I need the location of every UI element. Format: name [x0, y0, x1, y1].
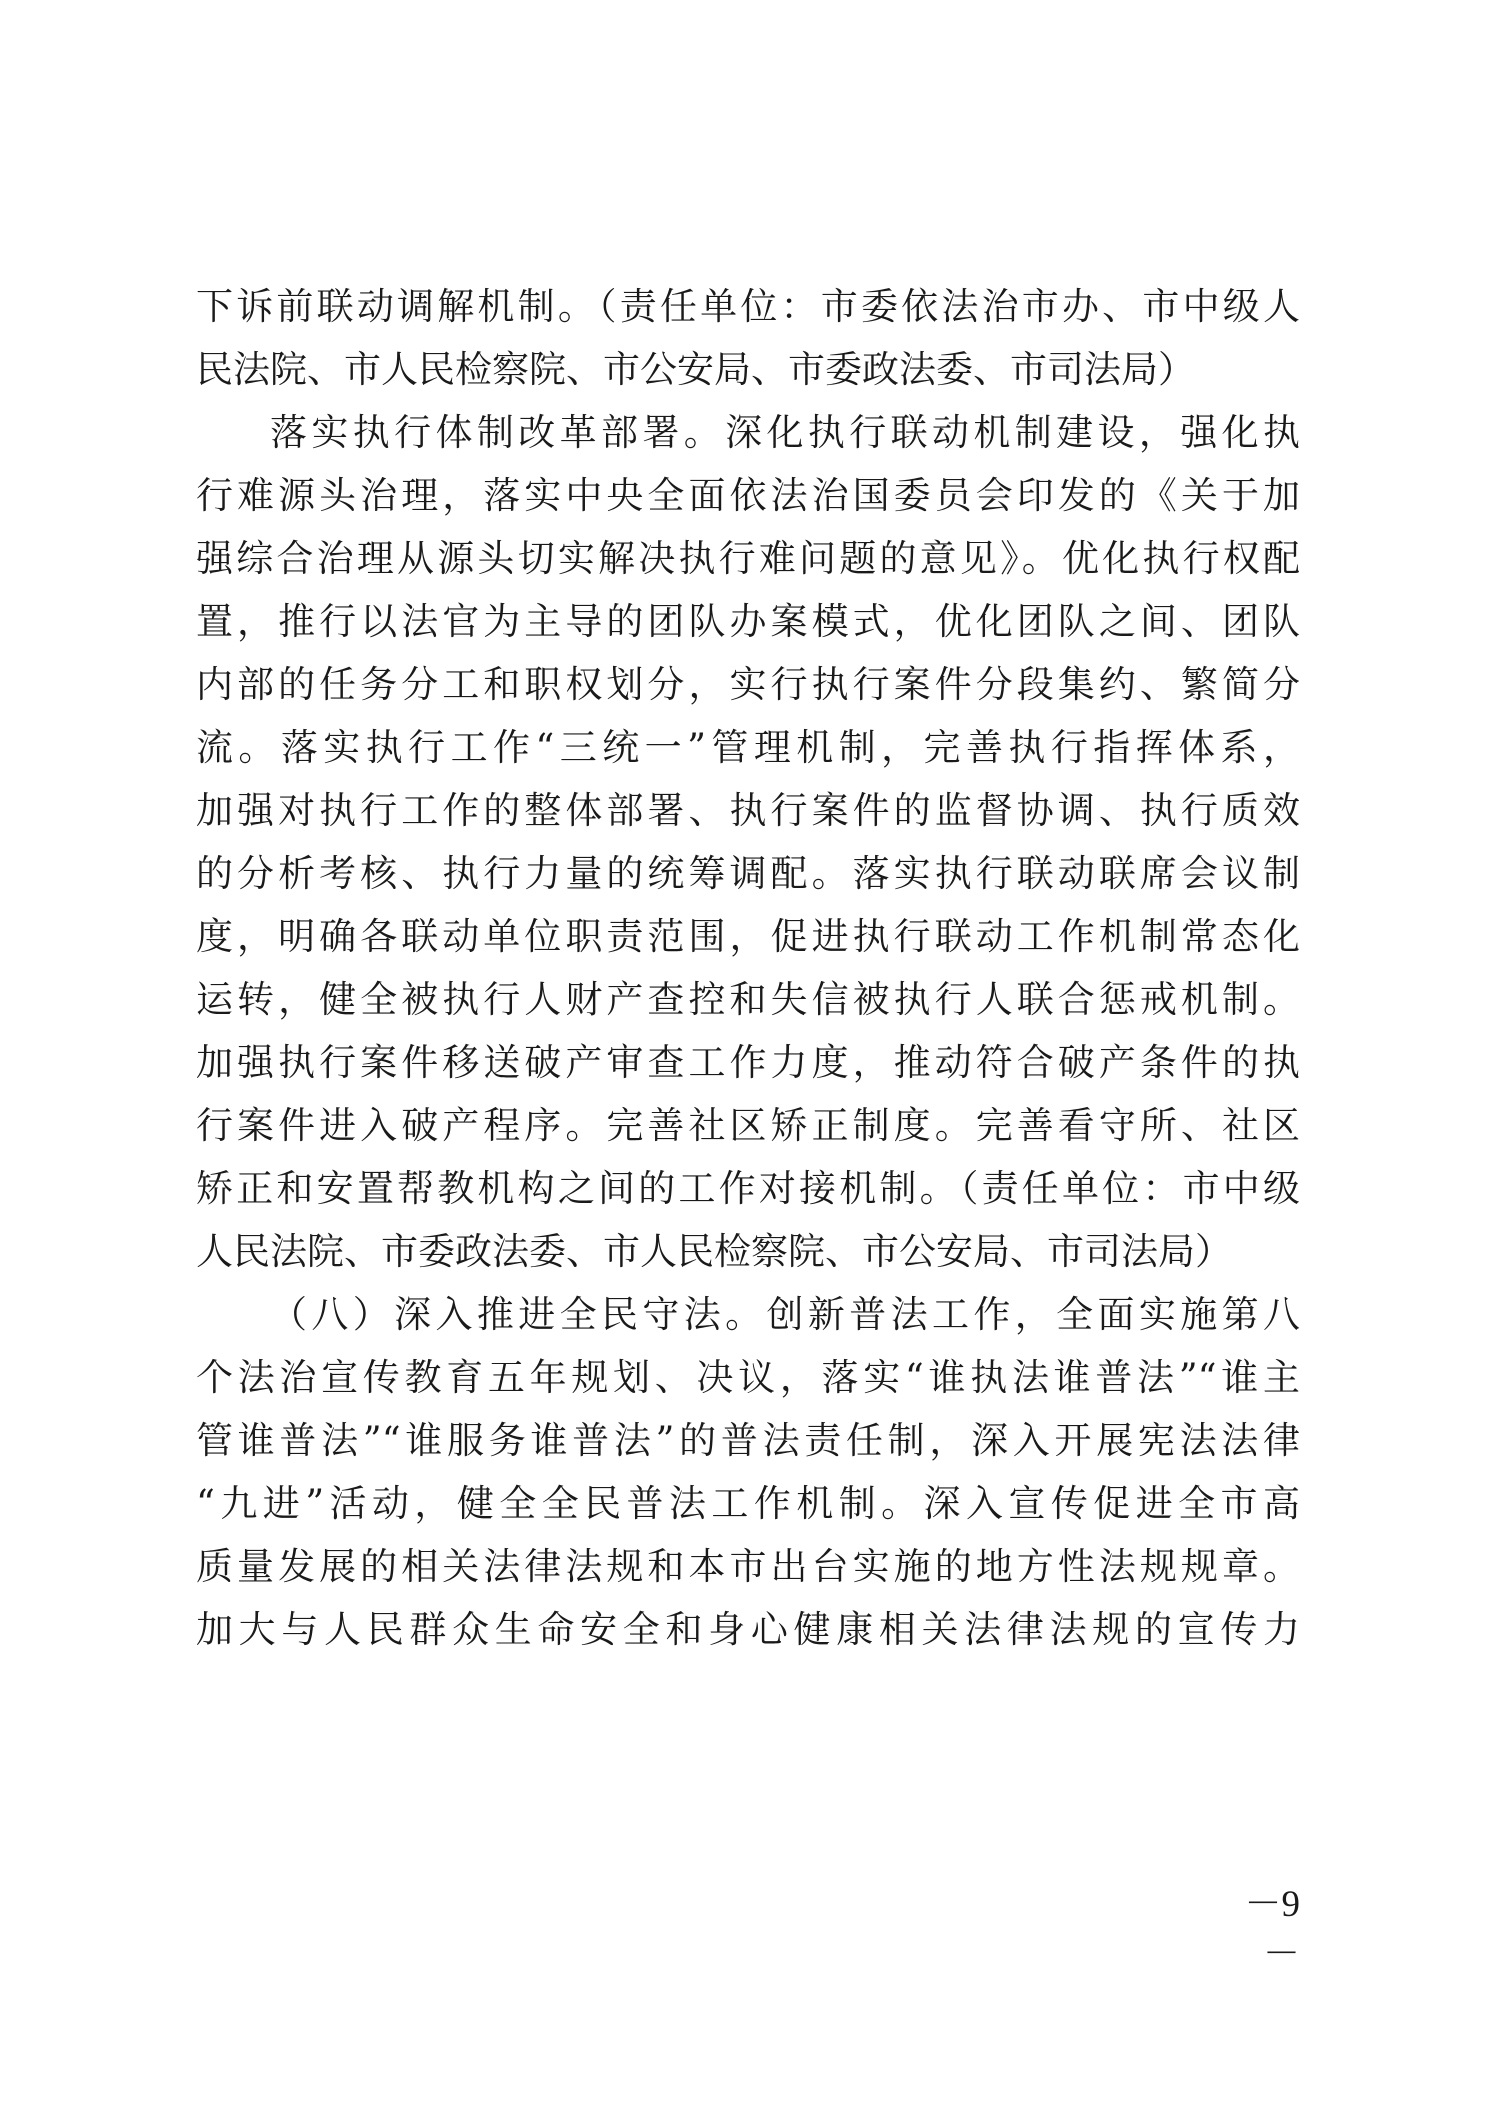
text-line: 的分析考核、执行力量的统筹调配。落实执行联动联席会议制: [196, 852, 1300, 895]
text-line: 内部的任务分工和职权划分，实行执行案件分段集约、繁简分: [196, 663, 1300, 706]
text-line: 下诉前联动调解机制。（责任单位：市委依法治市办、市中级人: [196, 285, 1300, 328]
paragraph-first-line: 落实执行体制改革部署。深化执行联动机制建设，强化执: [270, 411, 1300, 454]
page-number: －9－: [1244, 1884, 1300, 1975]
text-line: 管谁普法”“谁服务谁普法”的普法责任制，深入开展宪法法律: [196, 1419, 1300, 1462]
text-line: 流。落实执行工作“三统一”管理机制，完善执行指挥体系，: [196, 726, 1300, 769]
body-text: [196, 275, 1300, 1661]
text-line: 质量发展的相关法律法规和本市出台实施的地方性法规规章。: [196, 1545, 1300, 1588]
text-line: 强综合治理从源头切实解决执行难问题的意见》。优化执行权配: [196, 537, 1300, 580]
text-line: 度，明确各联动单位职责范围，促进执行联动工作机制常态化: [196, 915, 1300, 958]
text-line: 加强对执行工作的整体部署、执行案件的监督协调、执行质效: [196, 789, 1300, 832]
text-line: 运转，健全被执行人财产查控和失信被执行人联合惩戒机制。: [196, 978, 1300, 1021]
text-line: “九进”活动，健全全民普法工作机制。深入宣传促进全市高: [196, 1482, 1300, 1525]
text-line: 个法治宣传教育五年规划、决议，落实“谁执法谁普法”“谁主: [196, 1356, 1300, 1399]
text-line: 人民法院、市委政法委、市人民检察院、市公安局、市司法局）: [196, 1230, 1232, 1273]
text-line: 行难源头治理，落实中央全面依法治国委员会印发的《关于加: [196, 474, 1300, 517]
text-line: 加强执行案件移送破产审查工作力度，推动符合破产条件的执: [196, 1041, 1300, 1084]
text-line: 加大与人民群众生命安全和身心健康相关法律法规的宣传力: [196, 1608, 1300, 1651]
text-line: 民法院、市人民检察院、市公安局、市委政法委、市司法局）: [196, 348, 1195, 391]
text-line: 置，推行以法官为主导的团队办案模式，优化团队之间、团队: [196, 600, 1300, 643]
text-line: 矫正和安置帮教机构之间的工作对接机制。（责任单位：市中级: [196, 1167, 1300, 1210]
section-heading-line: （八）深入推进全民守法。创新普法工作，全面实施第八: [270, 1293, 1300, 1336]
text-line: 行案件进入破产程序。完善社区矫正制度。完善看守所、社区: [196, 1104, 1300, 1147]
